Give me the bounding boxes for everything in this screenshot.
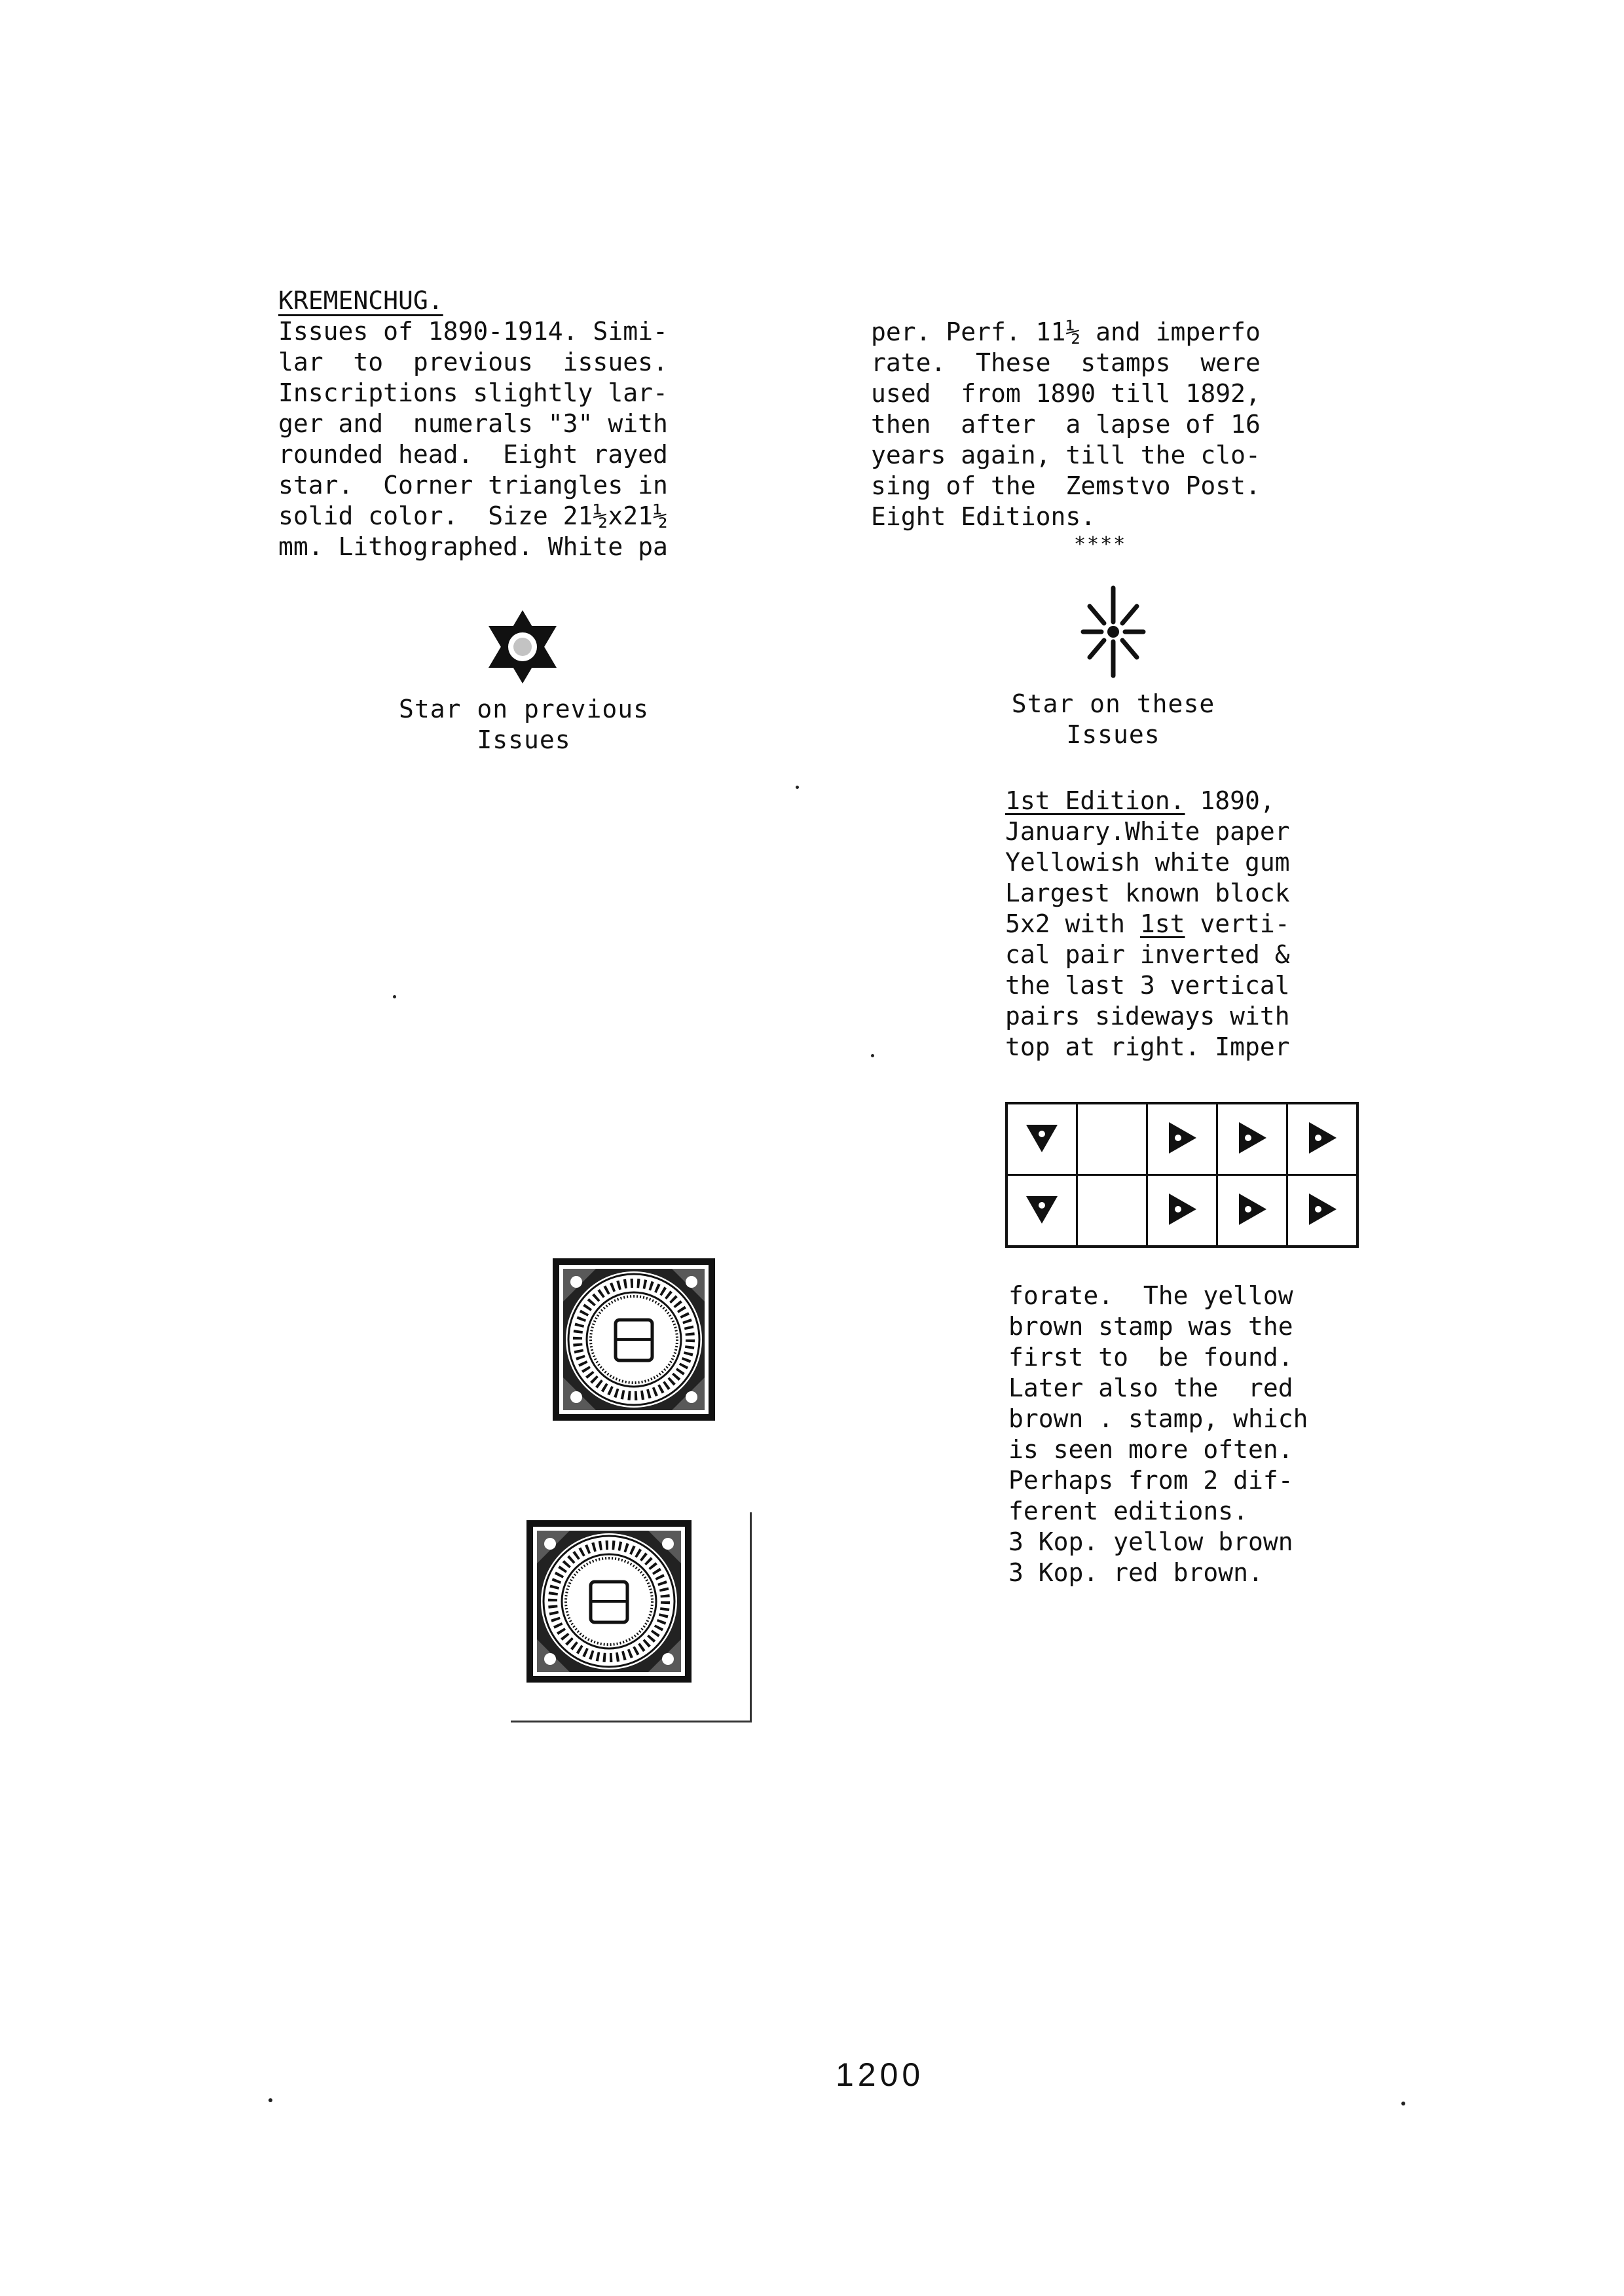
text-line: forate. The yellow: [1008, 1281, 1293, 1310]
text-line: Later also the red: [1008, 1374, 1293, 1402]
text-line: mm. Lithographed. White pa: [278, 532, 668, 561]
mount-line: [511, 1721, 752, 1722]
text-line: Issues of 1890-1914. Simi-: [278, 317, 668, 346]
text-line: then after a lapse of 16: [871, 410, 1261, 439]
edition-heading-line: [1005, 786, 1372, 816]
text-line: lar to previous issues.: [278, 348, 668, 376]
caption-line: Star on these: [1011, 689, 1215, 718]
text-line: Largest known block: [1005, 879, 1290, 907]
block-cell-sideways: [1147, 1175, 1217, 1247]
text-line: Inscriptions slightly lar-: [278, 378, 668, 407]
triangle-down-icon: [1022, 1190, 1061, 1229]
triangle-right-icon: [1162, 1118, 1202, 1157]
text-line: [1005, 909, 1372, 939]
block-cell-inverted: [1006, 1175, 1077, 1247]
block-row: [1006, 1103, 1357, 1175]
caption-line: Star on previous: [398, 695, 650, 723]
text-fragment: 5x2 with: [1005, 909, 1140, 938]
text-fragment: verti-: [1185, 909, 1290, 938]
text-line: brown . stamp, which: [1008, 1404, 1308, 1433]
kremenchug-stamp-icon: [550, 1256, 718, 1423]
triangle-down-icon: [1022, 1118, 1061, 1157]
block-cell-sideways: [1217, 1175, 1287, 1247]
left-column: [278, 285, 763, 562]
star-previous-caption: [367, 694, 681, 756]
block-cell-sideways: [1147, 1103, 1217, 1175]
text-line: the last 3 vertical: [1005, 971, 1290, 1000]
text-line: first to be found.: [1008, 1343, 1293, 1372]
text-line: rounded head. Eight rayed: [278, 440, 668, 469]
text-line: rate. These stamps were: [871, 348, 1261, 377]
block-cell-sideways: [1287, 1103, 1358, 1175]
text-line: Yellowish white gum: [1005, 848, 1290, 877]
text-line: solid color. Size 21½x21½: [278, 501, 668, 530]
right-column: [871, 317, 1369, 532]
scan-speck: [796, 786, 799, 789]
block-cell-empty: [1077, 1175, 1147, 1247]
text-line: top at right. Imper: [1005, 1032, 1290, 1061]
section-separator: ****: [1074, 533, 1127, 556]
text-line: ferent editions.: [1008, 1497, 1249, 1525]
section-heading: KREMENCHUG.: [278, 286, 443, 315]
triangle-right-icon: [1162, 1190, 1202, 1229]
block-cell-empty: [1077, 1103, 1147, 1175]
first-edition-text: [1005, 786, 1372, 1063]
text-line: years again, till the clo-: [871, 441, 1261, 469]
text-line: Eight Editions.: [871, 502, 1096, 531]
text-line: Perhaps from 2 dif-: [1008, 1466, 1293, 1495]
block-cell-sideways: [1217, 1103, 1287, 1175]
text-line: January.White paper: [1005, 817, 1290, 846]
text-line: 3 Kop. red brown.: [1008, 1558, 1263, 1587]
mount-line: [750, 1512, 752, 1722]
text-line: 3 Kop. yellow brown: [1008, 1527, 1293, 1556]
kremenchug-stamp-icon: [524, 1518, 694, 1685]
block-cell-sideways: [1287, 1175, 1358, 1247]
text-line: cal pair inverted &: [1005, 940, 1290, 969]
text-line: ger and numerals "3" with: [278, 409, 668, 438]
triangle-right-icon: [1232, 1190, 1272, 1229]
block-cell-inverted: [1006, 1103, 1077, 1175]
scan-speck: [871, 1054, 874, 1057]
edition-description: [1008, 1281, 1375, 1588]
text-line: pairs sideways with: [1005, 1002, 1290, 1030]
triangle-right-icon: [1232, 1118, 1272, 1157]
page-number: 1200: [836, 2056, 925, 2093]
triangle-right-icon: [1302, 1118, 1342, 1157]
underlined-word: 1st: [1139, 909, 1185, 938]
caption-line: Issues: [1066, 720, 1160, 749]
text-line: is seen more often.: [1008, 1435, 1293, 1464]
star-these-caption: [969, 689, 1257, 750]
stamp-block-diagram: [1005, 1102, 1359, 1248]
text-line: used from 1890 till 1892,: [871, 379, 1261, 408]
edition-year: 1890,: [1185, 786, 1275, 815]
text-line: star. Corner triangles in: [278, 471, 668, 500]
text-line: brown stamp was the: [1008, 1312, 1293, 1341]
block-row: [1006, 1175, 1357, 1247]
eight-rayed-star-icon: [1074, 583, 1153, 681]
scan-speck: [1401, 2102, 1405, 2105]
six-pointed-star-icon: [483, 608, 562, 686]
scan-speck: [393, 995, 396, 998]
caption-line: Issues: [477, 725, 571, 754]
triangle-right-icon: [1302, 1190, 1342, 1229]
edition-heading: 1st Edition.: [1005, 786, 1185, 815]
text-line: sing of the Zemstvo Post.: [871, 471, 1261, 500]
text-line: per. Perf. 11½ and imperfo: [871, 318, 1261, 346]
scan-speck: [268, 2098, 272, 2102]
